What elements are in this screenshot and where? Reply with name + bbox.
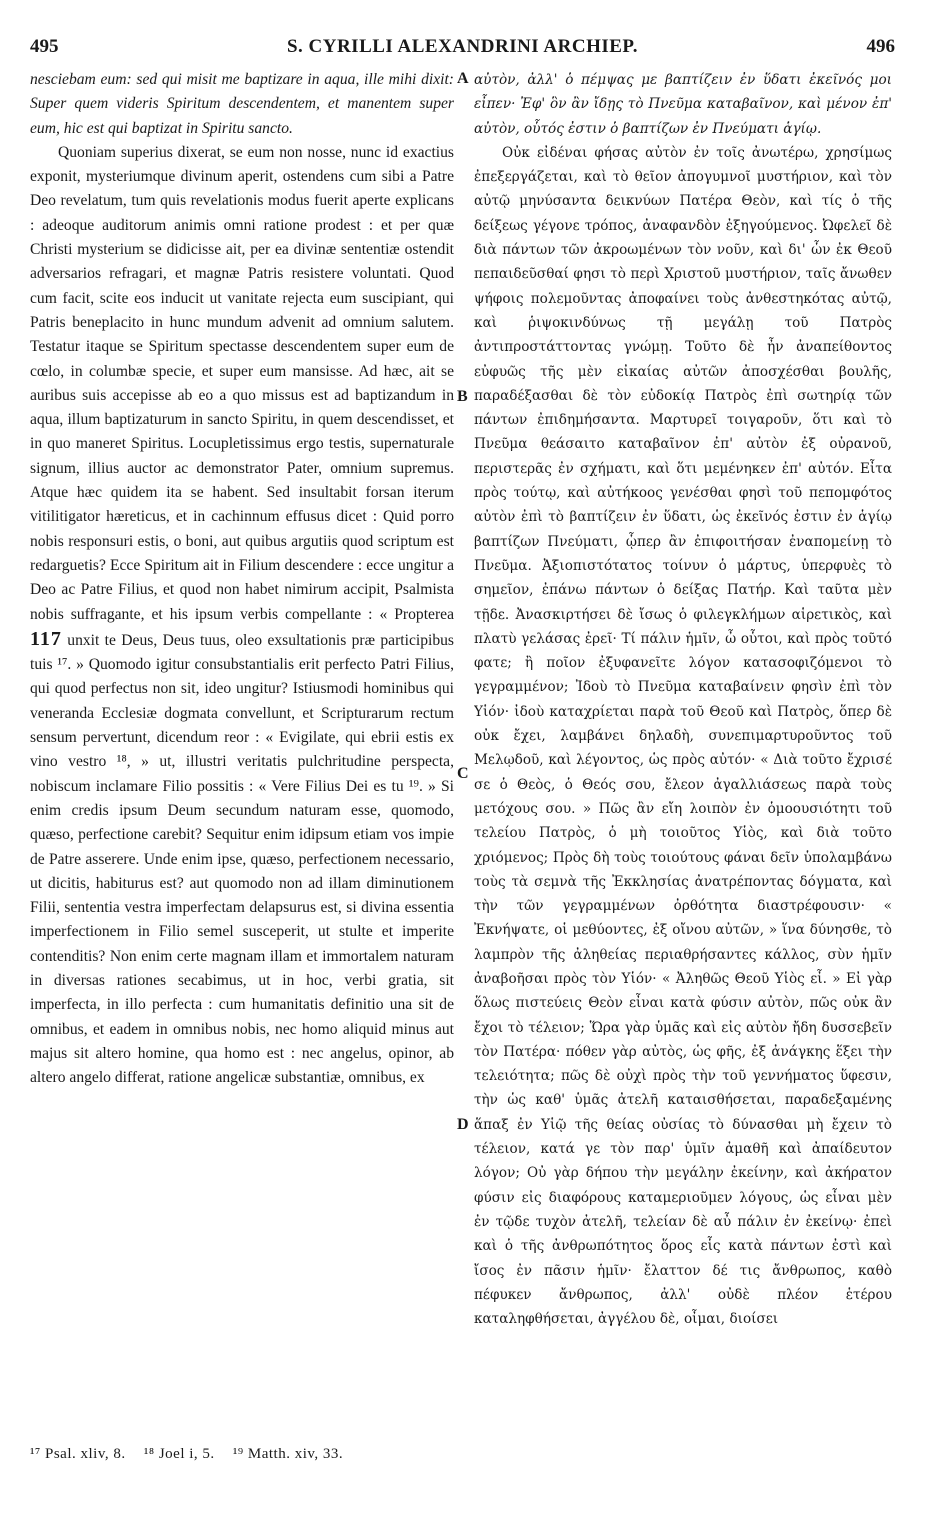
- footnote-18: ¹⁸ Joel i, 5.: [143, 1446, 215, 1462]
- page-number-left: 495: [30, 36, 59, 57]
- column-number: 117: [30, 627, 62, 650]
- latin-lemma: nesciebam eum: sed qui misit me baptizare in aqua, ille mihi dixit: Super quem videris Spiritum descendentem, et manentem super eum, hic est qui baptizat in Spiritu sancto.: [30, 71, 454, 137]
- footnote-17: ¹⁷ Psal. xliv, 8.: [30, 1446, 126, 1462]
- footnote-19: ¹⁹ Matth. xiv, 33.: [232, 1446, 344, 1462]
- margin-marker-a: A: [457, 70, 469, 87]
- latin-body-part-1: Quoniam superius dixerat, se eum non nosse, nunc id exactius exponit, mysteriumque divinum aperit, ostendens cum sibi a Patre Deo revelatum, tum quis revelationis modus fuerit aperte explicans : adeoque auditorum animis omni ratione prodest : et per quæ Christi mysterium se didicisse ait, per ea divinæ sententiæ ostendit adversarios refragari, et magnæ Patris resistere voluntati. Quod cum facit, scite eos inducit ut vanitate rejecta eum suscipiant, qui Patris beneplacito in hunc mundum advenit ad omnium salutem. Testatur itaque se Spiritum spectasse descendentem super eum de cœlo, in columbæ specie, et super eum mansisse. Ad hæc, ait se auribus suis accepisse ab eo a quo missus est ad baptizandum in aqua, illum baptizaturum in sancto Spiritu, in quem descendisset, et in quo maneret Spiritus. Locupletissimus ergo testis, supernaturale signum, illius auctor ac demonstrator Pater, omnium supremus. Atque hæc quidem ita se habent. Sed insultabit forsan iterum vitilitigator hæreticus, et in cachinnum effusus dicet : Quid porro nobis responsuri estis, o boni, aut quibus argutiis quod scriptum est redarguetis? Ecce Spiritum ait in Filium descendere : ecce ungitur a Deo ac Patre Filius, et quod non habet nimirum accipit, Psalmista nobis suffragante, et his ipsum verbis compellante : « Propterea: [30, 143, 454, 623]
- greek-column: [474, 68, 892, 1331]
- margin-marker-b: B: [457, 388, 468, 405]
- greek-lemma: αὐτὸν, ἀλλ' ὁ πέμψας με βαπτίζειν ἐν ὕδατι ἐκεῖνός μοι εἶπεν· Ἐφ' ὃν ἂν ἴδῃς τὸ Πνεῦμα καταβαῖνον, καὶ μένον ἐπ' αὐτὸν, οὗτός ἐστιν ὁ βαπτίζων ἐν Πνεύματι ἁγίῳ.: [474, 72, 892, 137]
- running-header: [30, 36, 895, 66]
- page-number-right: 496: [866, 36, 895, 57]
- margin-marker-d: D: [457, 1116, 469, 1133]
- latin-body-part-2: unxit te Deus, Deus tuus, oleo exsultationis præ participibus tuis ¹⁷. » Quomodo igitur consubstantialis erit perfecto Patri Filius, qui quod perfectus non sit, ideo ungitur? Istiusmodi hominibus qui veneranda Ecclesiæ dogmata convellunt, et Scripturarum rectum sensum pervertunt, dicendum reor : « Evigilate, qui ebrii estis ex vino vestro ¹⁸, » ut, illustri veritatis pulchritudine perspecta, nobiscum inclamare Filio possitis : « Vere Filius Dei es tu ¹⁹. » Si enim credis ipsum Deum secundum naturam esse, quomodo, quæso, perfectione carebit? Sequitur enim idipsum etiam vos impie de Patre asserere. Unde enim ipse, quæso, perfectionem necessario, ut dicitis, habiturus est? aut quomodo non ad illam diminutionem Filii, sententia vestra imperfectam delapsurus est, si divina essentia imperfectionem in Filio semel susceperit, ut stulte et imperite contenditis? Non enim certe magnam illam et immortalem naturam in diversas rationes secabimus, ut in hoc, verbi gratia, sit imperfecta, in illo perfecta : cum humanitatis definitio una sit de omnibus, et eadem in omnibus nobis, nec homo aliquid minus aut majus sit altero homine, qua homo est : nec angelus, opinor, ab altero angelo differat, ratione angelicæ substantiæ, omnibus, ex: [30, 631, 454, 1087]
- running-title: S. CYRILLI ALEXANDRINI ARCHIEP.: [286, 36, 639, 57]
- latin-commentary: [30, 141, 454, 1091]
- footnotes: [30, 1446, 500, 1463]
- latin-column: [30, 68, 454, 1090]
- margin-marker-c: C: [457, 765, 469, 782]
- greek-commentary: Οὐκ εἰδέναι φήσας αὐτὸν ἐν τοῖς ἀνωτέρω, χρησίμως ἐπεξεργάζεται, καὶ τὸ θεῖον ἀπογυμνοῖ μυστήριον, καὶ τὸν αὐτῷ μηνύσαντα δεικνύων Πατέρα Θεὸν, καὶ τίς ὁ τῆς δείξεως γέγονε τρόπος, ἀναφανδὸν ἐξηγούμενος. Ὠφελεῖ δὲ διὰ πάντων τῶν ἀκροωμένων τὸν νοῦν, καὶ δι' ὧν ἐκ Θεοῦ πεπαιδεῦσθαί φησι τὸ περὶ Χριστοῦ μυστήριον, ταῖς ἄνωθεν ψήφοις πολεμοῦντας ἀποφαίνει τοὺς ἀνθεστηκότας αὐτῷ, καὶ ῥιψοκινδύνως τῇ μεγάλῃ τοῦ Πατρὸς ἀντιπροστάττοντας γνώμῃ. Τοῦτο δὲ ἦν ἀναπείθοντος εὐφυῶς τῆς μὲν εἰκαίας αὐτῶν ἀποσχέσθαι βουλῆς, παραδέξασθαι δὲ τὸν εὐδοκίᾳ Πατρὸς ἐπὶ σωτηρίᾳ τῶν πάντων ἐπιδημήσαντα. Μαρτυρεῖ τοιγαροῦν, ὅτι καὶ τὸ Πνεῦμα θεάσαιτο καταβαῖνον ἐπ' αὐτὸν ἐξ οὐρανοῦ, περιστερᾶς ἐν σχήματι, καὶ ὅτι μεμένηκεν ἐπ' αὐτόν. Εἶτα πρὸς τούτῳ, καὶ αὐτήκοος γενέσθαι φησὶ τοῦ πεπομφότος αὐτὸν ἐπὶ τὸ βαπτίζειν ἐν ὕδατι, ὡς ἐκεῖνός ἐστιν ἐν ἁγίῳ βαπτίζων Πνεύματι, ᾧπερ ἂν ἐπιφοιτήσαν ἐναπομείνῃ τὸ Πνεῦμα. Ἀξιοπιστότατος τοίνυν ὁ μάρτυς, ὑπερφυὲς τὸ σημεῖον, ἐπάνω πάντων ὁ δείξας Πατήρ. Καὶ ταῦτα μὲν τῇδε. Ἀνασκιρτήσει δὲ ἴσως ὁ φιλεγκλήμων αἱρετικὸς, καὶ πλατὺ γελάσας ἐρεῖ· Τί πάλιν ἡμῖν, ὦ οὗτοι, καὶ πρὸς τοῦτό φατε; ἢ ποῖον ἐξυφανεῖτε λόγον κατασοφιζόμενοι τὸ γεγραμμένον; Ἰδοὺ τὸ Πνεῦμα καταβαίνειν φησὶν ἐπὶ τὸν Υἱόν· ἰδοὺ καταχρίεται παρὰ τοῦ Θεοῦ καὶ Πατρὸς, ὅπερ δὲ οὐκ ἔχει, λαμβάνει δηλαδὴ, συνεπιμαρτυροῦντος τοῦ Μελῳδοῦ, καὶ λέγοντος, ὡς πρὸς αὐτόν· « Διὰ τοῦτο ἔχρισέ σε ὁ Θεὸς, ὁ Θεός σου, ἔλεον ἀγαλλιάσεως παρὰ τοὺς μετόχους σου. » Πῶς ἂν εἴη λοιπὸν ἐν ὁμοουσιότητι τοῦ τελείου Πατρὸς, ὁ μὴ τοιοῦτος Υἱὸς, καὶ διὰ τοῦτο χριόμενος; Πρὸς δὴ τοὺς τοιούτους φάναι δεῖν ὑπολαμβάνω τοὺς τὰ σεμνὰ τῆς Ἐκκλησίας ἀνατρέποντας δόγματα, καὶ τὴν τῶν γεγραμμένων ὀρθότητα διαστρέφουσιν· « Ἐκνήψατε, οἱ μεθύοντες, ἐξ οἴνου αὐτῶν, » ἵνα δύνησθε, τὸ λαμπρὸν τῆς ἀληθείας περιαθρήσαντες κάλλος, σὺν ἡμῖν ἀναβοῆσαι πρὸς τὸν Υἱόν· « Ἀληθῶς Θεοῦ Υἱὸς εἶ. » Εἰ γὰρ ὅλως πιστεύεις Θεὸν εἶναι κατὰ φύσιν αὐτὸν, πῶς οὐκ ἂν ἔχοι τὸ τέλειον; Ὥρα γὰρ ὑμᾶς καὶ εἰς αὐτὸν ἤδη δυσσεβεῖν τὸν Πατέρα· πόθεν γὰρ αὐτὸς, ὡς φῆς, ἐξ ἀνάγκης ἕξει τὴν τελειότητα; πῶς δὲ οὐχὶ πρὸς τὴν τοῦ γεννήματος ὕφεσιν, τὴν ὡς καθ' ὑμᾶς ἀτελῆ καταισθήσεται, παραδεξαμένης ἅπαξ ἐν Υἱῷ τῆς θείας οὐσίας τὸ δύνασθαι μὴ ἔχειν τὸ τέλειον, κατά γε τὸν παρ' ὑμῖν ἀμαθῆ καὶ ἀπαίδευτον λόγον; Οὐ γὰρ δήπου τὴν μεγάλην ἐκείνην, καὶ ἀκήρατον φύσιν εἰς διαφόρους καταμεριοῦμεν λόγους, ὡς εἶναι μὲν ἐν τῷδε τυχὸν ἀτελῆ, τελείαν δὲ αὖ πάλιν ἐν ἐκείνῳ· ἐπεὶ καὶ ὁ τῆς ἀνθρωπότητος ὅρος εἷς κατὰ πάντων ἐστὶ καὶ ἴσος ἐν πᾶσιν ἡμῖν· ἔλαττον δέ τις ἄνθρωπος, καθὸ πέφυκεν ἄνθρωπος, ἀλλ' οὐδὲ πλέον ἑτέρου καταληφθήσεται, ἀγγέλου δὲ, οἶμαι, διοίσει: [474, 144, 892, 1328]
